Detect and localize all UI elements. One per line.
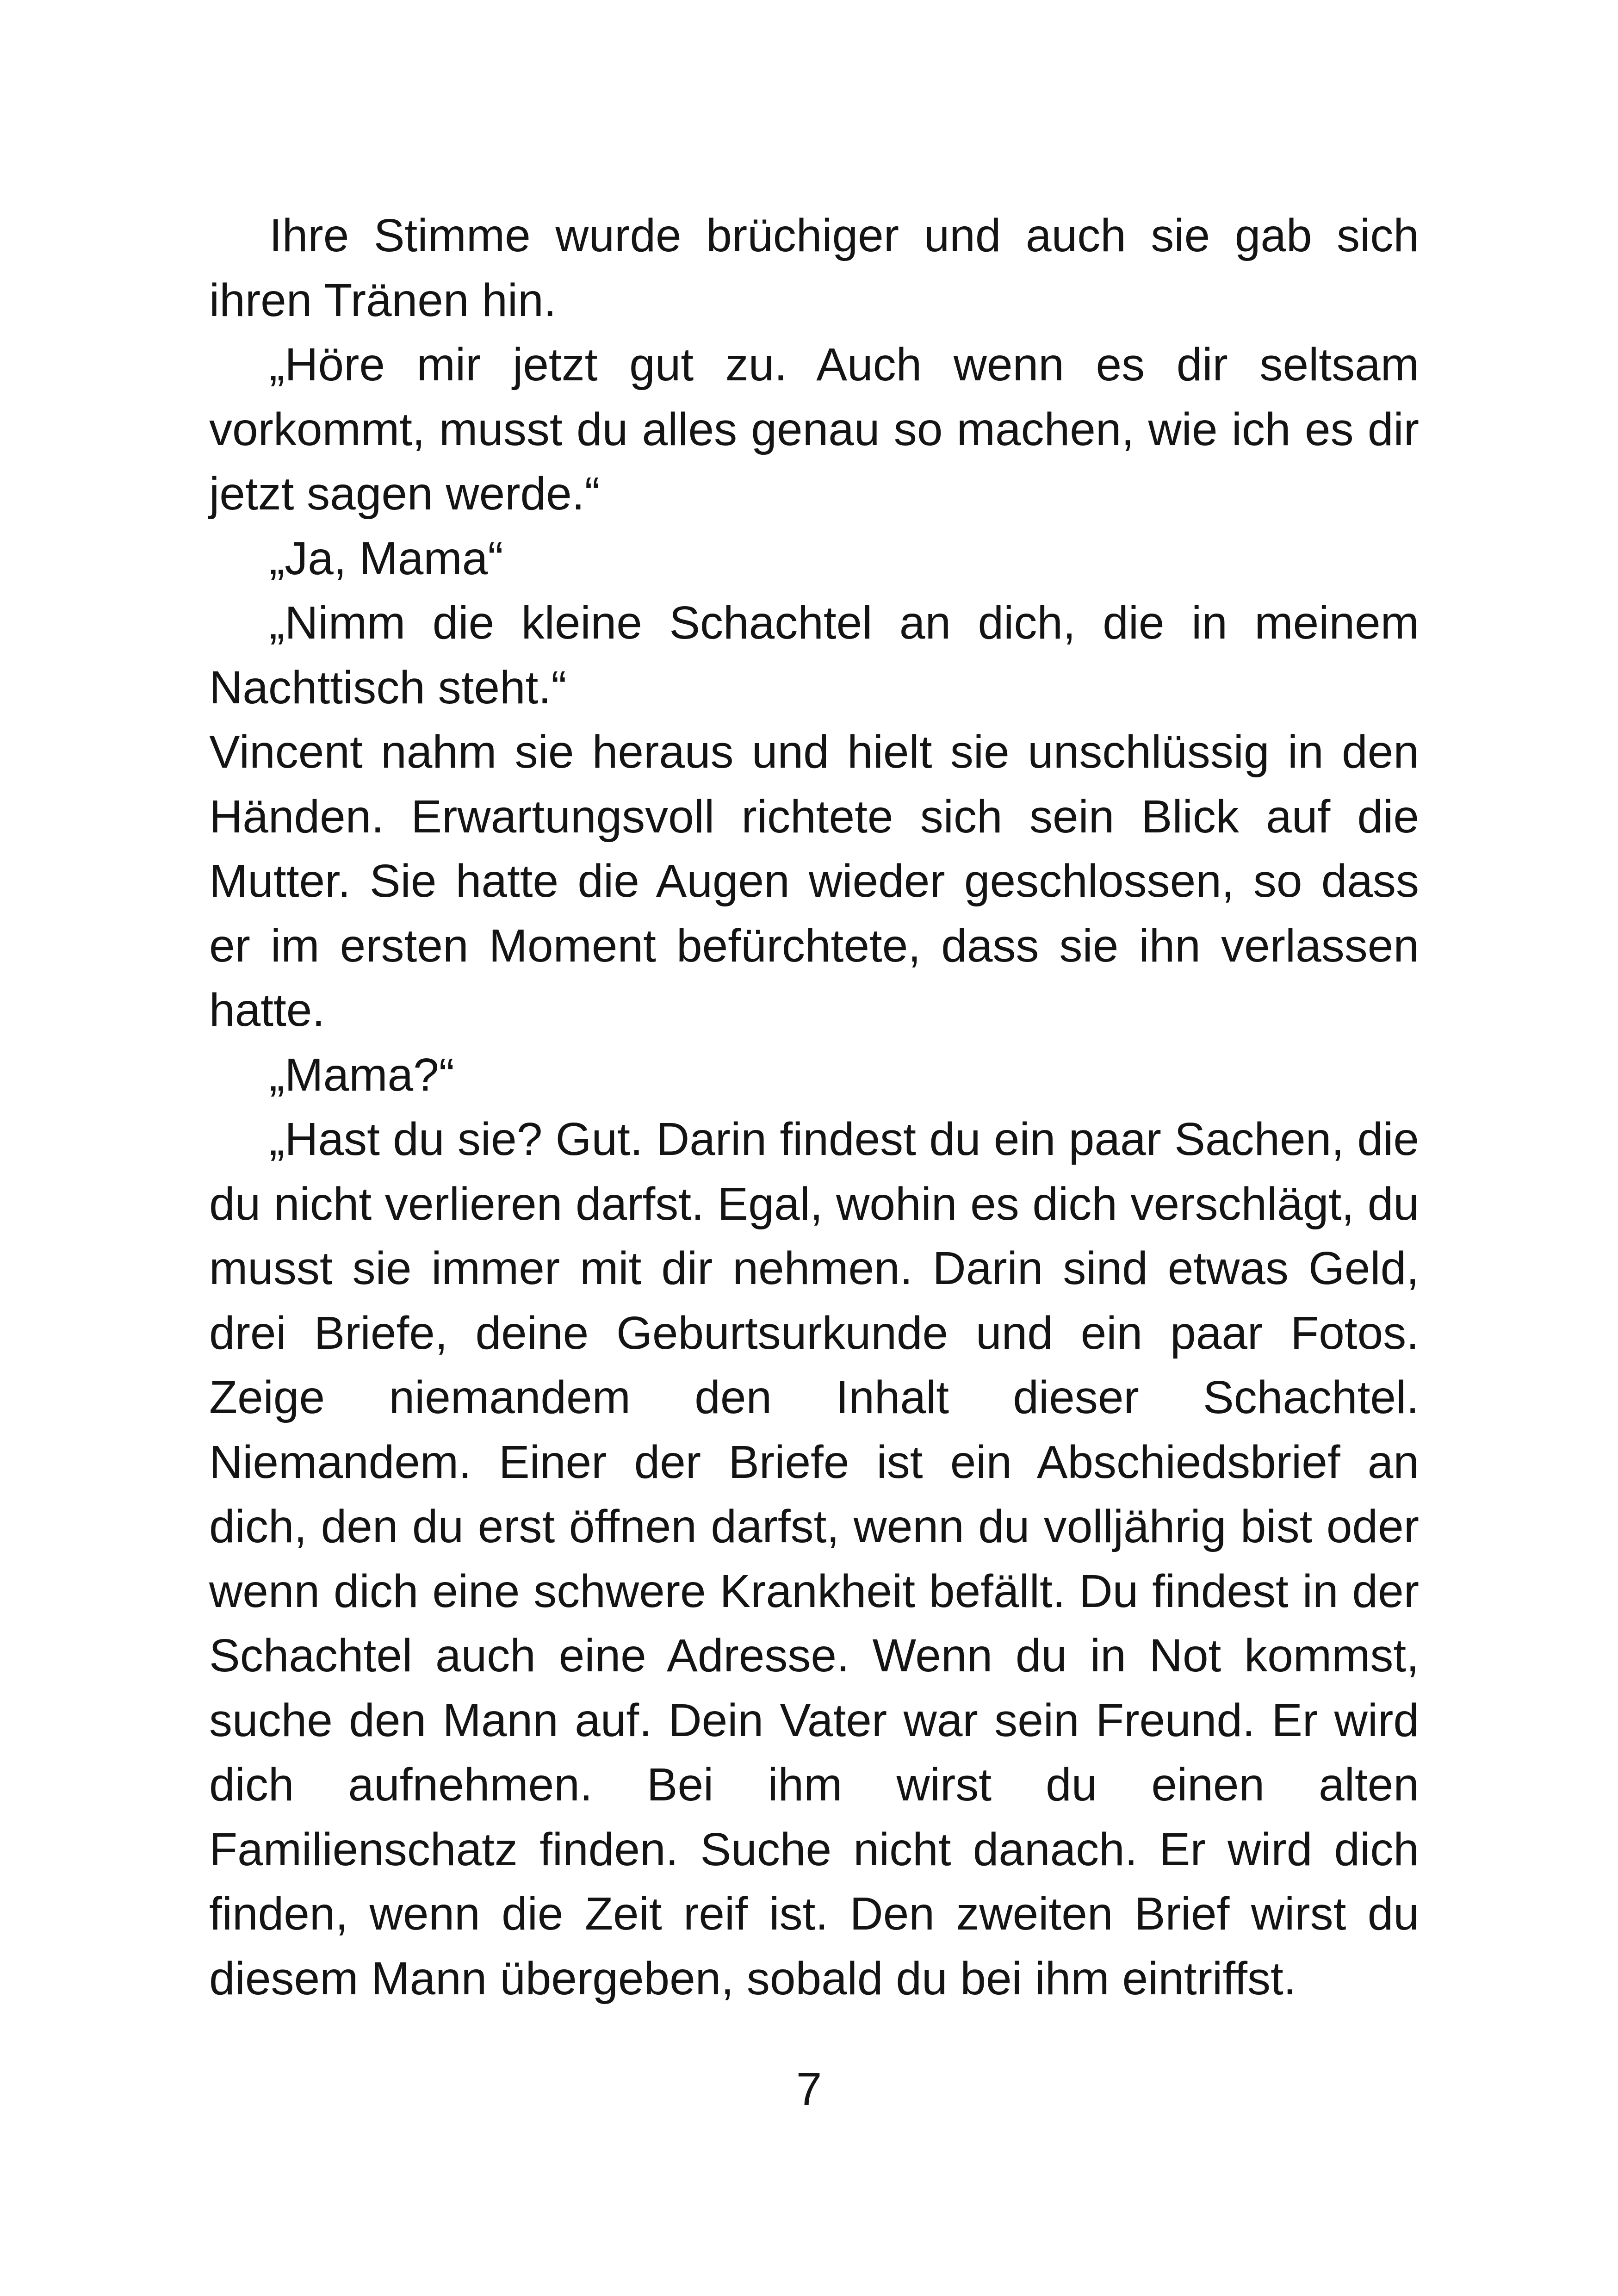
paragraph: „Ja, Mama“ <box>269 532 503 584</box>
page-number: 7 <box>796 2063 822 2115</box>
paragraph: „Mama?“ <box>269 1049 455 1101</box>
paragraph: „Nimm die kleine Schachtel an dich, die in meinem Nachttisch steht.“ <box>209 597 1419 714</box>
paragraph: „Höre mir jetzt gut zu. Auch wenn es dir seltsam vorkommt, musst du alles genau so machen, wie ich es dir jetzt sagen werde.“ <box>209 339 1419 520</box>
body-text <box>209 204 1419 2011</box>
paragraph: „Hast du sie? Gut. Darin findest du ein paar Sachen, die du nicht verlieren darfst. Egal, wohin es dich verschlägt, du musst sie immer mit dir nehmen. Darin sind etwas Geld, drei Briefe, deine Geburtsurkunde und ein paar Fotos. Zeige niemandem den Inhalt dieser Schachtel. Niemandem. Einer der Briefe ist ein Abschiedsbrief an dich, den du erst öffnen darfst, wenn du volljährig bist oder wenn dich eine schwere Krankheit befällt. Du findest in der Schachtel auch eine Adresse. Wenn du in Not kommst, suche den Mann auf. Dein Vater war sein Freund. Er wird dich aufnehmen. Bei ihm wirst du einen alten Familienschatz finden. Suche nicht danach. Er wird dich finden, wenn die Zeit reif ist. Den zweiten Brief wirst du diesem Mann übergeben, sobald du bei ihm eintriffst. <box>209 1113 1419 2004</box>
paragraph: Vincent nahm sie heraus und hielt sie unschlüssig in den Händen. Erwartungsvoll richtete sich sein Blick auf die Mutter. Sie hatte die Augen wieder geschlossen, so dass er im ersten Moment befürchtete, dass sie ihn verlassen hatte. <box>209 726 1419 1036</box>
paragraph: Ihre Stimme wurde brüchiger und auch sie gab sich ihren Tränen hin. <box>209 210 1419 326</box>
